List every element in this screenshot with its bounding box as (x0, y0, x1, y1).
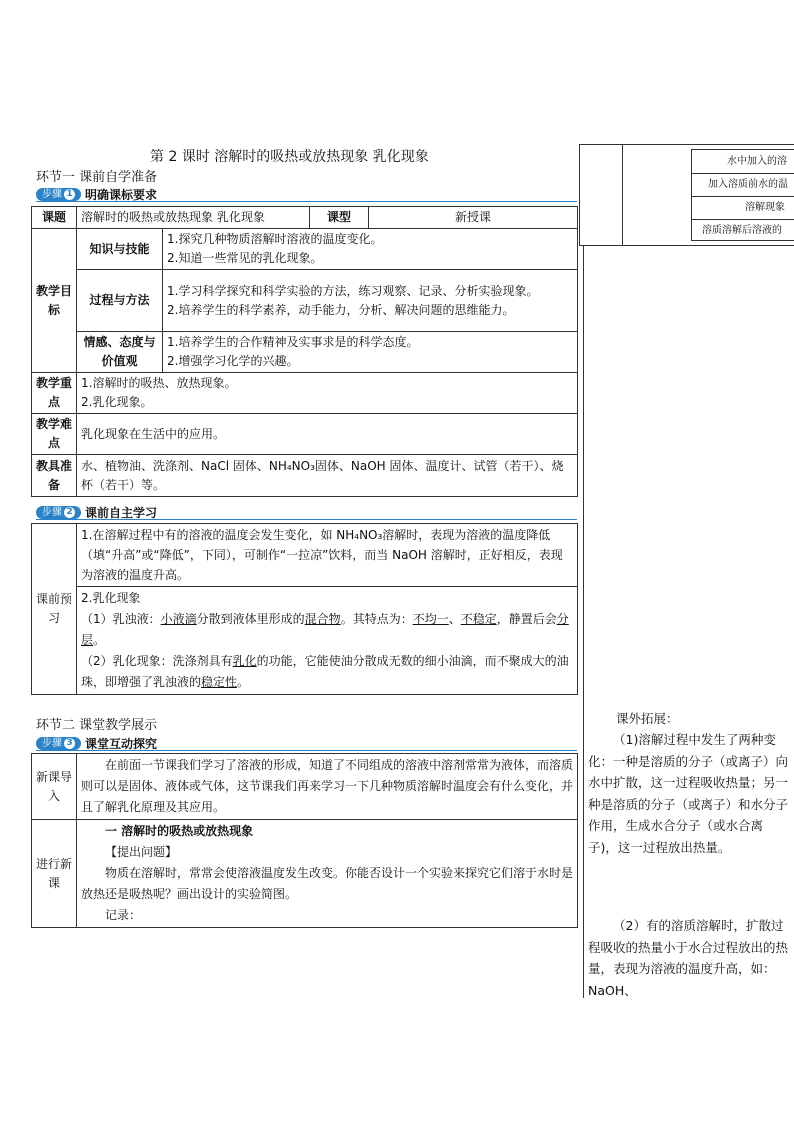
text-span: 、 (448, 612, 461, 626)
question-text: 物质在溶解时，常常会使溶液温度发生改变。你能否设计一个实验来探究它们溶于水时是放热还是吸热呢？画出设计的实验简图。 (81, 866, 574, 901)
key-line: 1.溶解时的吸热、放热现象。 (81, 376, 237, 390)
goal-line: 1.培养学生的合作精神及实事求是的科学态度。 (167, 335, 419, 349)
step-title: 课堂互动探究 (85, 737, 158, 751)
preview-content (77, 524, 578, 695)
answer-span: 乳化 (232, 654, 257, 668)
record-row: 溶质溶解后溶液的 (702, 225, 782, 236)
tools-label: 教具准备 (32, 455, 77, 497)
page-title: 第 2 课时 溶解时的吸热或放热现象 乳化现象 (150, 149, 429, 165)
topic-label: 课题 (32, 207, 77, 229)
right-column-rule (583, 246, 584, 998)
answer-span: 稳定性 (201, 675, 238, 689)
step-number: 3 (64, 738, 75, 749)
step-banner-3 (36, 736, 577, 751)
goal-process-cell (163, 270, 578, 332)
goal-label-attitude: 情感、态度与价值观 (77, 332, 163, 373)
goal-line: 2.知道一些常见的乳化现象。 (167, 251, 323, 265)
new-lesson-label: 进行新课 (32, 820, 77, 928)
answer-span: 不均一 (412, 612, 449, 626)
goal-knowledge-cell (163, 229, 578, 270)
goal-label-process: 过程与方法 (77, 270, 163, 332)
text-span: （1）乳浊液： (81, 612, 161, 626)
key-label: 教学重点 (32, 373, 77, 414)
goal-attitude-cell (163, 332, 578, 373)
key-line: 2.乳化现象。 (81, 395, 153, 409)
emulsion-title: 2.乳化现象 (81, 591, 141, 605)
intro-text: 在前面一节课我们学习了溶液的形成，知道了不同组成的溶液中溶剂常常为液体，而溶质则可以是固体、液体或气体，这节课我们再来学习一下几种物质溶解时温度会有什么变化，并且了解乳化原理及其应用。 (77, 754, 578, 820)
text-span: （2）乳化现象：洗涤剂具有 (81, 654, 233, 668)
lesson-info-table (31, 206, 578, 497)
text-span: ，静置后会 (496, 612, 557, 626)
step-label: 步骤 (42, 738, 62, 749)
right-divider (622, 144, 623, 246)
goal-line: 2.培养学生的科学素养，动手能力，分析、解决问题的思维能力。 (167, 302, 515, 317)
record-row: 加入溶质前水的温 (692, 174, 794, 197)
answer-span: 混合物 (304, 612, 341, 626)
goal-line: 1.探究几种物质溶解时溶液的温度变化。 (167, 232, 383, 246)
goal-label-knowledge: 知识与技能 (77, 229, 163, 270)
preview-paragraph-2 (77, 587, 577, 694)
step-pill (36, 737, 81, 750)
section-heading-2: 环节二 课堂教学展示 (36, 718, 158, 733)
difficulty-label: 教学难点 (32, 414, 77, 455)
step-title: 课前自主学习 (85, 506, 158, 520)
new-lesson-content (77, 820, 578, 928)
step-banner-1 (36, 187, 577, 202)
text-span: 的功能，它能使油分散成无数的细小油滴，而不聚成大的油珠，即增强了乳浊液的 (81, 654, 569, 689)
step-pill (36, 506, 81, 519)
type-value: 新授课 (369, 207, 578, 229)
goal-line: 2.增强学习化学的兴趣。 (167, 354, 299, 368)
difficulty-text: 乳化现象在生活中的应用。 (77, 414, 578, 455)
extension-paragraph-1: （1)溶解过程中发生了两种变化：一种是溶质的分子（或离子）向水中扩散，这一过程吸收热量；另一种是溶质的分子（或离子）和水分子作用，生成水合分子（或水合离子)，这一过程放出热量。 (588, 732, 789, 855)
experiment-record-table (691, 149, 794, 241)
emulsification-definition (81, 651, 573, 693)
text-span: 。其特点为： (340, 612, 413, 626)
step-title: 明确课标要求 (85, 188, 158, 202)
text-span: 。 (93, 633, 106, 647)
question-title: 【提出问题】 (105, 845, 178, 859)
preview-paragraph-1: 1.在溶解过程中有的溶液的温度会发生变化，如 NH₄NO₃溶解时，表现为溶液的温度降低（填“升高”或“降低”，下同），可制作“一拉凉”饮料，而当 NaOH 溶解时，正好相反，表现为溶液的温度升高。 (77, 524, 577, 587)
key-cell (77, 373, 578, 414)
emulsion-definition (81, 609, 573, 651)
step-banner-2 (36, 505, 577, 520)
text-span: 。 (237, 675, 250, 689)
preview-table (31, 523, 578, 695)
step-label: 步骤 (42, 507, 62, 518)
record-row: 水中加入的溶 (692, 150, 794, 174)
record-row: 溶解现象 (692, 197, 794, 220)
text-span: 分散到液体里形成的 (196, 612, 305, 626)
extension-heading: 课外拓展： (616, 711, 679, 726)
section-heading-1: 环节一 课前自学准备 (36, 170, 158, 185)
type-label: 课型 (310, 207, 369, 229)
record-label: 记录： (105, 908, 142, 922)
step-number: 2 (64, 507, 75, 518)
classroom-table (31, 753, 578, 928)
goal-line: 1.学习科学探究和科学实验的方法，练习观察、记录、分析实验现象。 (167, 283, 539, 298)
step-number: 1 (64, 189, 75, 200)
tools-text: 水、植物油、洗涤剂、NaCl 固体、NH₄NO₃固体、NaOH 固体、温度计、试管（若干）、烧杯（若干）等。 (77, 455, 578, 497)
topic-value: 溶解时的吸热或放热现象 乳化现象 (77, 207, 310, 229)
step-label: 步骤 (42, 189, 62, 200)
intro-label: 新课导入 (32, 754, 77, 820)
answer-span: 小液滴 (160, 612, 197, 626)
lesson-heading: 一 溶解时的吸热或放热现象 (105, 824, 254, 838)
goals-label: 教学目标 (32, 229, 77, 373)
step-pill (36, 188, 81, 201)
answer-span: 分层 (81, 612, 569, 647)
answer-span: 不稳定 (460, 612, 497, 626)
preview-label: 课前预习 (32, 524, 77, 695)
extension-paragraph-2: （2）有的溶质溶解时，扩散过程吸收的热量小于水合过程放出的热量，表现为溶液的温度升高，如：NaOH、 (588, 918, 789, 998)
